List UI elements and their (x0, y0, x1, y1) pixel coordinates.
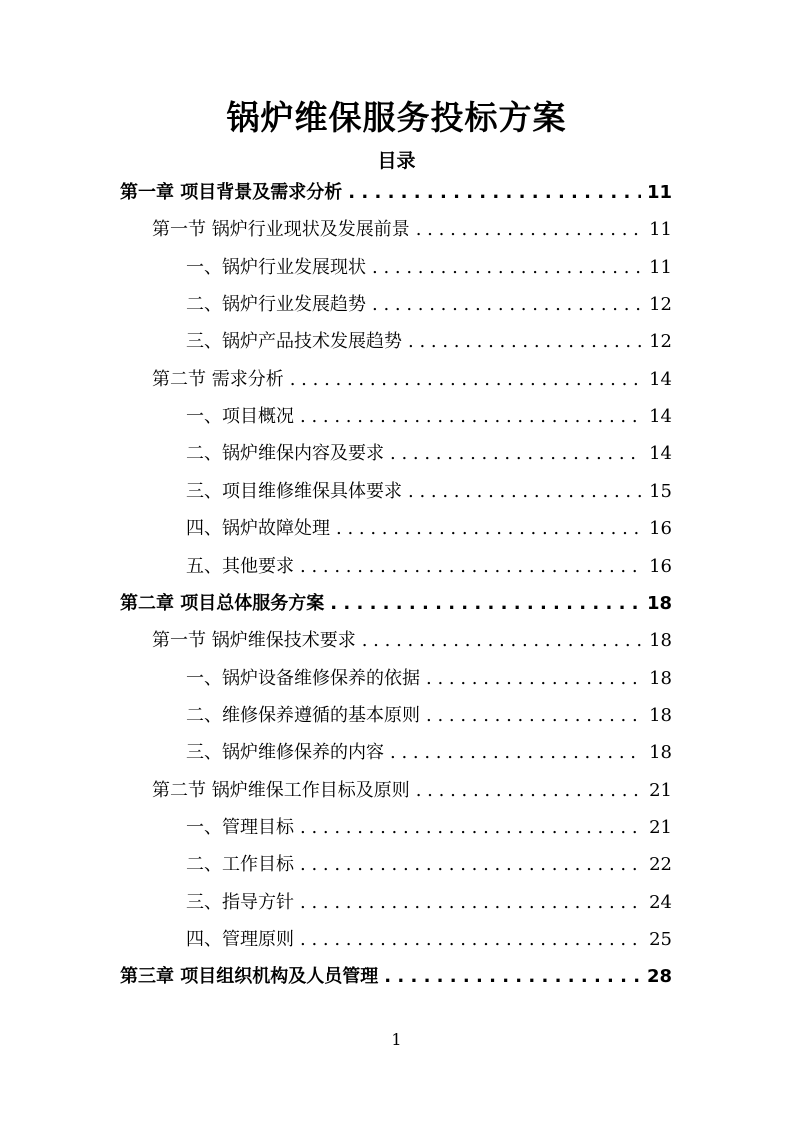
toc-entry-level-3[interactable] (186, 249, 672, 286)
toc-entry-page: 28 (646, 966, 672, 988)
toc-entry-level-1[interactable] (120, 958, 672, 995)
toc-entry-page: 15 (649, 480, 672, 502)
toc-entry-page: 14 (649, 443, 672, 465)
toc-entry-level-3[interactable] (186, 398, 672, 435)
toc-entry-page: 22 (649, 854, 672, 876)
toc-entry-page: 11 (649, 219, 672, 241)
toc-entry-page: 18 (646, 592, 672, 614)
toc-entry-level-2[interactable] (152, 622, 672, 659)
toc-dot-leader (300, 398, 643, 435)
toc-entry-text: 第一节 锅炉维保技术要求 (152, 630, 356, 652)
toc-entry-text: 三、锅炉产品技术发展趋势 (186, 331, 402, 353)
toc-entry-level-3[interactable] (186, 660, 672, 697)
toc-dot-leader (362, 622, 643, 659)
toc-dot-leader (300, 548, 643, 585)
toc-entry-page: 21 (649, 779, 672, 801)
toc-entry-page: 16 (649, 518, 672, 540)
toc-entry-level-3[interactable] (186, 286, 672, 323)
toc-entry-text: 第二章 项目总体服务方案 (120, 592, 325, 614)
toc-entry-text: 二、锅炉行业发展趋势 (186, 294, 366, 316)
toc-dot-leader (390, 734, 643, 771)
toc-dot-leader (300, 921, 643, 958)
toc-entry-page: 11 (649, 256, 672, 278)
toc-dot-leader (336, 510, 643, 547)
toc-entry-level-2[interactable] (152, 361, 672, 398)
toc-entry-text: 五、其他要求 (186, 555, 294, 577)
toc-dot-leader (300, 884, 643, 921)
toc-dot-leader (384, 958, 641, 995)
toc-dot-leader (290, 361, 643, 398)
toc-entry-text: 三、指导方针 (186, 891, 294, 913)
toc-dot-leader (330, 585, 641, 622)
toc-entry-text: 第一章 项目背景及需求分析 (120, 182, 343, 203)
toc-entry-level-3[interactable] (186, 809, 672, 846)
toc-entry-page: 14 (649, 406, 672, 428)
toc-entry-page: 18 (649, 704, 672, 726)
toc-entry-page: 25 (649, 929, 672, 950)
toc-dot-leader (372, 249, 643, 286)
toc-entry-page: 12 (649, 294, 672, 316)
toc-entry-text: 一、管理目标 (186, 816, 294, 838)
toc-dot-leader (372, 286, 643, 323)
page-number: 1 (391, 1030, 402, 1049)
toc-entry-level-3[interactable] (186, 473, 672, 510)
toc-entry-level-3[interactable] (186, 846, 672, 883)
toc-entry-text: 第一节 锅炉行业现状及发展前景 (152, 219, 410, 241)
toc-dot-leader (408, 323, 643, 360)
toc-entry-page: 21 (649, 816, 672, 838)
toc-dot-leader (416, 211, 643, 248)
toc-heading: 目录 (377, 150, 416, 172)
toc-entry-level-3[interactable] (186, 435, 672, 472)
toc-entry-level-3[interactable] (186, 548, 672, 585)
toc-entry-text: 二、维修保养遵循的基本原则 (186, 704, 420, 726)
toc-dot-leader (426, 697, 643, 734)
toc-entry-page: 11 (646, 182, 672, 203)
toc-entry-text: 第三章 项目组织机构及人员管理 (120, 966, 379, 988)
toc-dot-leader (426, 660, 643, 697)
toc-dot-leader (390, 435, 643, 472)
toc-entry-text: 二、工作目标 (186, 854, 294, 876)
toc-entry-text: 四、管理原则 (186, 929, 294, 950)
toc-dot-leader (300, 846, 643, 883)
toc-entry-level-3[interactable] (186, 323, 672, 360)
toc-entry-level-3[interactable] (186, 884, 672, 921)
toc-entry-page: 14 (649, 368, 672, 390)
toc-entry-level-3[interactable] (186, 697, 672, 734)
document-title: 锅炉维保服务投标方案 (226, 98, 567, 137)
toc-entry-level-1[interactable] (120, 174, 672, 211)
toc-dot-leader (300, 809, 643, 846)
toc-dot-leader (416, 772, 643, 809)
toc-entry-text: 一、项目概况 (186, 406, 294, 428)
toc-entry-text: 一、锅炉行业发展现状 (186, 256, 366, 278)
toc-dot-leader (408, 473, 643, 510)
toc-entry-level-3[interactable] (186, 734, 672, 771)
toc-entry-page: 18 (649, 630, 672, 652)
toc-entry-text: 一、锅炉设备维修保养的依据 (186, 667, 420, 689)
toc-entry-page: 12 (649, 331, 672, 353)
toc-entry-level-3[interactable] (186, 921, 672, 958)
toc-entry-page: 24 (649, 891, 672, 913)
toc-entry-page: 18 (649, 742, 672, 764)
toc-entry-text: 三、项目维修维保具体要求 (186, 480, 402, 502)
toc-entry-level-3[interactable] (186, 510, 672, 547)
toc-entry-level-2[interactable] (152, 772, 672, 809)
toc-entry-text: 第二节 锅炉维保工作目标及原则 (152, 779, 410, 801)
toc-dot-leader (348, 174, 641, 211)
toc-entry-page: 16 (649, 555, 672, 577)
toc-entry-text: 三、锅炉维修保养的内容 (186, 742, 384, 764)
toc-entry-level-1[interactable] (120, 585, 672, 622)
toc-entry-level-2[interactable] (152, 211, 672, 248)
toc-entry-text: 第二节 需求分析 (152, 368, 284, 390)
toc-entry-text: 四、锅炉故障处理 (186, 518, 330, 540)
toc-entry-text: 二、锅炉维保内容及要求 (186, 443, 384, 465)
toc-entry-page: 18 (649, 667, 672, 689)
